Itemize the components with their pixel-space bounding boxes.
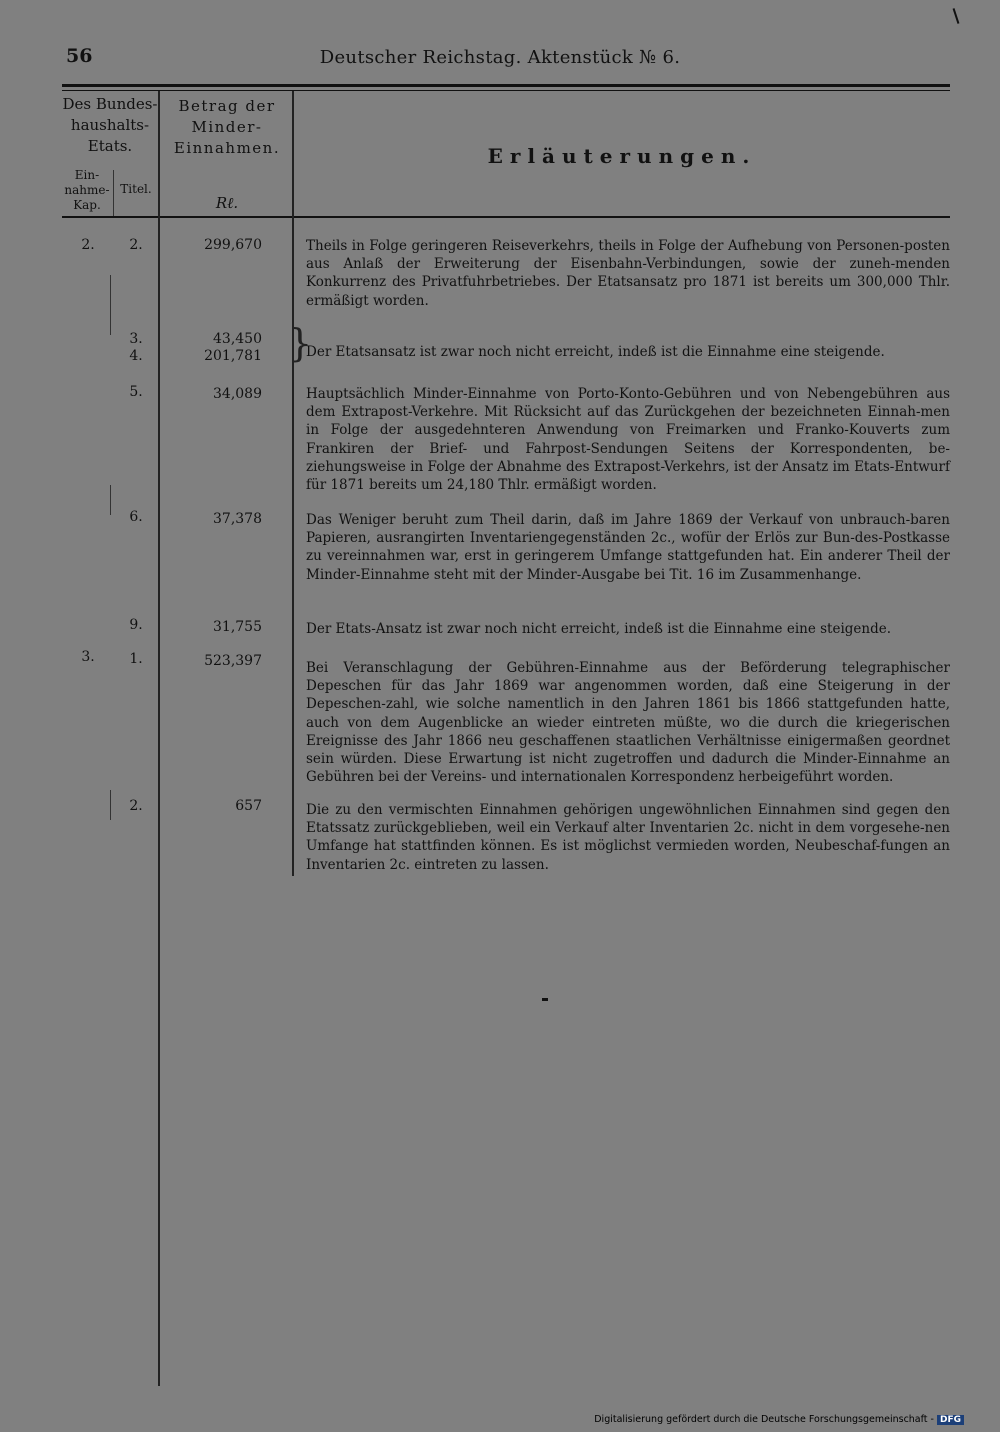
row-6-betrag: 31,755: [213, 619, 262, 635]
column-rule-kap-3: [110, 790, 111, 820]
dfg-logo: DFG: [937, 1415, 964, 1425]
header-rule-thin: [62, 90, 950, 91]
row-2-betrag: 43,450: [213, 331, 262, 347]
footer-text: Digitalisierung gefördert durch die Deutsche Forschungsgemeinschaft -: [594, 1414, 934, 1425]
brace-rows-3-4: }: [288, 321, 313, 365]
header-betrag: Betrag der Minder-Einnahmen.: [173, 97, 281, 157]
header-einnahme-kap: Ein-nahme-Kap.: [64, 168, 110, 212]
row-1-kap: 2.: [81, 237, 95, 253]
row-1-titel: 2.: [129, 237, 143, 253]
digitization-footer: [594, 1414, 964, 1425]
row-6-titel: 9.: [129, 617, 143, 633]
row-3-betrag: 201,781: [204, 348, 262, 364]
scan-corner-mark: [953, 8, 960, 24]
row-7-erlaeuterung: Bei Veranschlagung der Gebühren-Einnahme aus der Beförderung telegraphischer Depeschen für das Jahr 1869 war angenommen worden, daß eine Steigerung in der Depeschen-zahl, wie solche namentlich in den Jahren 1861 bis 1866 stattgefunden hatte, auch von dem Augenblicke an wieder eintreten müßte, wo die durch die kriegerischen Ereignisse des Jahr 1866 neu geschaffenen staatlichen Verhältnisse einigermaßen geordnet sein würden. Diese Erwartung ist nicht zugetroffen und dadurch die Minder-Einnahme an Gebühren bei der Vereins- und internationalen Korrespondenz herbeigeführt worden.: [306, 660, 950, 786]
header-bundeshaushalts-etats: Des Bundes-haushalts-Etats.: [62, 95, 158, 155]
page-number: 56: [66, 45, 93, 67]
row-8-titel: 2.: [129, 798, 143, 814]
row-4-titel: 5.: [129, 384, 143, 400]
row-4-erlaeuterung: Hauptsächlich Minder-Einnahme von Porto-Konto-Gebühren und von Nebengebühren aus dem Extrapost-Verkehre. Mit Rücksicht auf das Zurückgehen der bezeichneten Einnah-men in Folge der ausgedehnteren Anwendung von Freimarken und Franko-Kouverts zum Frankiren der Brief- und Fahrpost-Sendungen Seitens der Korrespondenten, be-ziehungsweise in Folge der Abnahme des Extrapost-Verkehrs, ist der Ansatz im Etats-Entwurf für 1871 bereits um 24,180 Thlr. ermäßigt worden.: [306, 386, 950, 494]
header-rule-top: [62, 84, 950, 87]
row-7-kap: 3.: [81, 649, 95, 665]
row-3-erlaeuterung: Der Etatsansatz ist zwar noch nicht erreicht, indeß ist die Einnahme eine steigende.: [306, 344, 885, 360]
row-1-betrag: 299,670: [204, 237, 262, 253]
row-6-erlaeuterung: Der Etats-Ansatz ist zwar noch nicht erreicht, indeß ist die Einnahme eine steigende.: [306, 621, 892, 637]
row-5-erlaeuterung: Das Weniger beruht zum Theil darin, daß im Jahre 1869 der Verkauf von unbrauch-baren Papieren, ausrangirten Inventariengegenständen 2c., wofür der Erlös zur Bun-des-Postkasse zu vereinnahmen war, erst in geringerem Umfange stattgefunden hat. Ein anderer Theil der Minder-Einnahme steht mit der Minder-Ausgabe bei Tit. 16 im Zusammenhange.: [306, 512, 950, 583]
row-7-titel: 1.: [129, 651, 143, 667]
header-betrag-unit: Rℓ.: [215, 194, 239, 212]
table-header-rule: [62, 216, 950, 218]
row-5-betrag: 37,378: [213, 511, 262, 527]
row-1-erlaeuterung: Theils in Folge geringeren Reiseverkehrs, theils in Folge der Aufhebung von Personen-posten aus Anlaß der Erweiterung der Eisenbahn-Verbindungen, sowie der zuneh-menden Konkurrenz des Privatfuhrbetriebes. Der Etatsansatz pro 1871 ist bereits um 300,000 Thlr. ermäßigt worden.: [306, 238, 950, 309]
running-title: Deutscher Reichstag. Aktenstück № 6.: [319, 47, 681, 68]
scan-speck: [542, 998, 548, 1001]
row-2-titel: 3.: [129, 331, 143, 347]
header-erlaeuterungen: Erläuterungen.: [487, 144, 757, 168]
column-rule-kap-2: [110, 485, 111, 515]
column-rule-kap-1: [110, 275, 111, 335]
row-5-titel: 6.: [129, 509, 143, 525]
header-titel: Titel.: [120, 182, 152, 196]
column-rule-betrag: [158, 91, 160, 1386]
row-7-betrag: 523,397: [204, 653, 262, 669]
row-8-erlaeuterung: Die zu den vermischten Einnahmen gehörigen ungewöhnlichen Einnahmen sind gegen den Etatssatz zurückgeblieben, weil ein Verkauf alter Inventarien 2c. nicht in dem vorgesehe-nen Umfange hat stattfinden können. Es ist möglichst vermieden worden, Neubeschaf-fungen an Inventarien 2c. eintreten zu lassen.: [306, 802, 950, 873]
row-8-betrag: 657: [235, 798, 262, 814]
row-3-titel: 4.: [129, 348, 143, 364]
row-4-betrag: 34,089: [213, 386, 262, 402]
column-rule-erlaeuterungen: [292, 91, 294, 876]
